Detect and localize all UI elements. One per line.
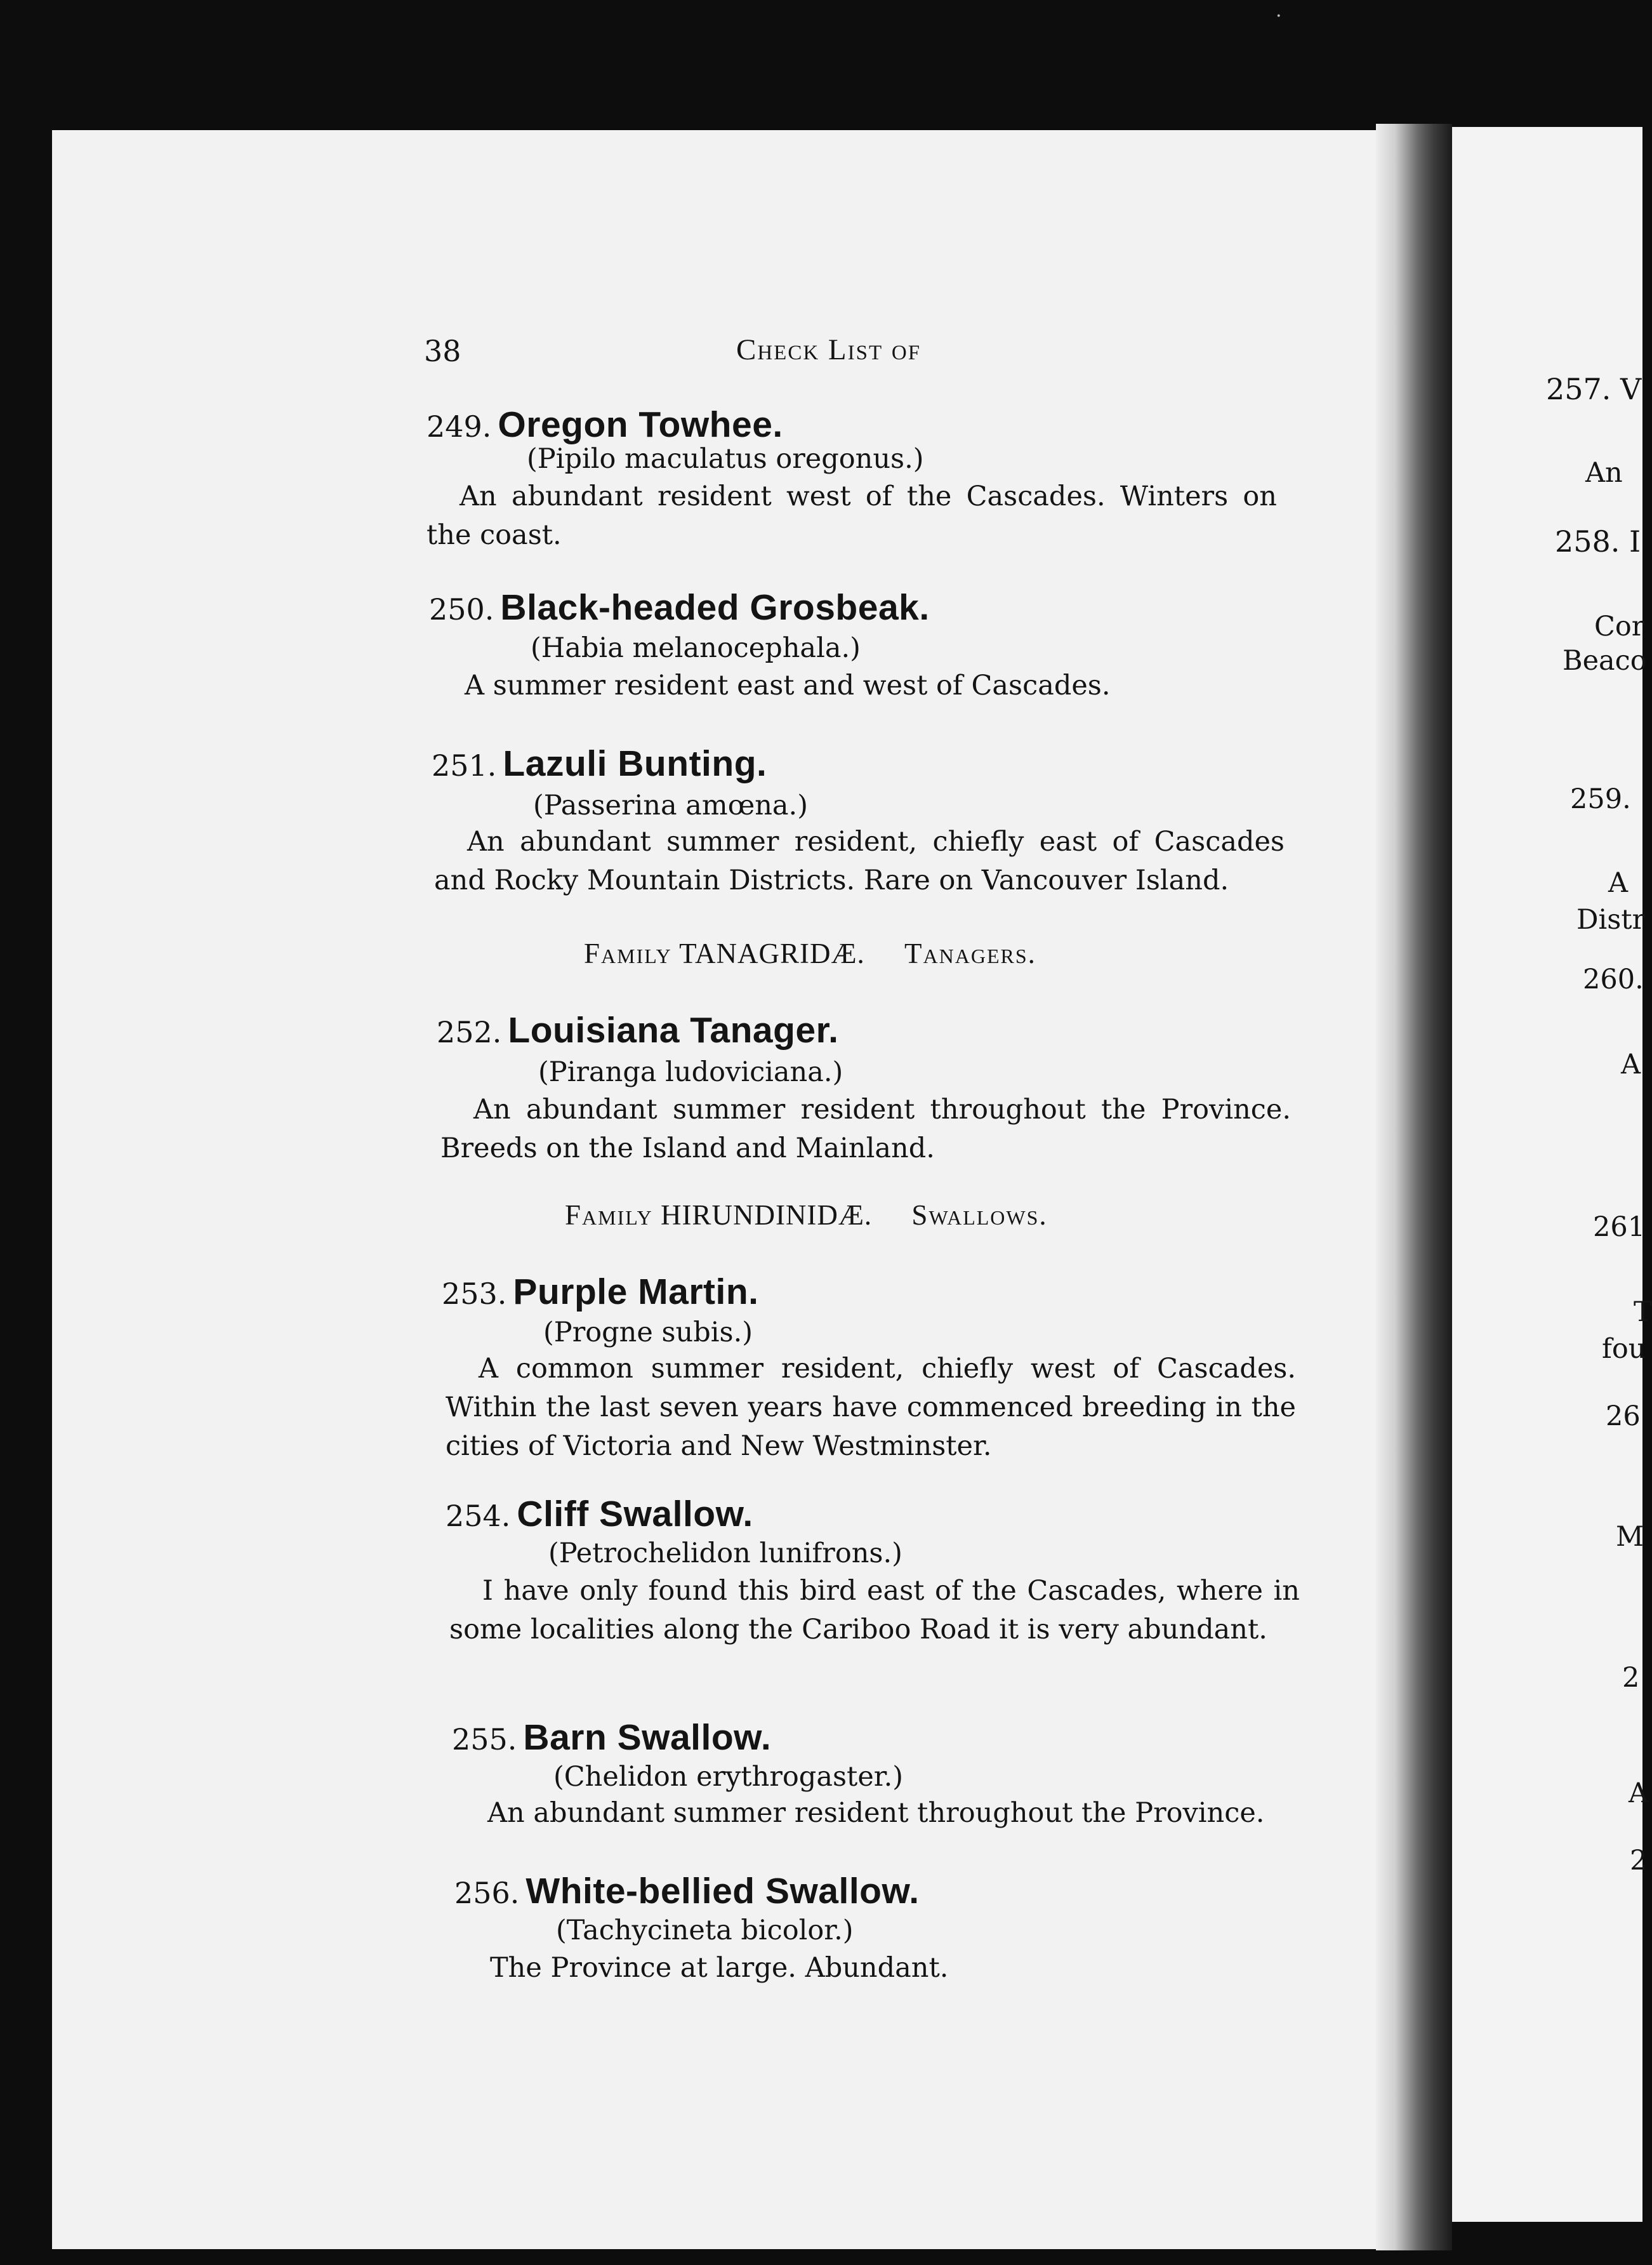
species-scientific-name: (Passerina amœna.) — [533, 790, 809, 821]
species-number: 250. — [429, 592, 494, 627]
species-heading-250 — [429, 587, 930, 628]
species-common-name: White-bellied Swallow. — [525, 1871, 920, 1911]
facing-fragment: T — [1634, 1296, 1652, 1328]
facing-fragment: 260. — [1583, 964, 1644, 995]
facing-fragment: 259. — [1570, 783, 1631, 815]
species-description: An abundant summer resident, chiefly east of Cascades and Rocky Mountain Districts. Rare on Vancouver Island. — [434, 826, 1285, 896]
species-heading-253 — [442, 1271, 758, 1313]
species-description: An abundant summer resident throughout the Province. Breeds on the Island and Mainland. — [440, 1094, 1291, 1164]
facing-fragment: Cor — [1594, 611, 1645, 642]
species-scientific-name: (Chelidon erythrogaster.) — [553, 1761, 904, 1793]
species-scientific-name: (Petrochelidon lunifrons.) — [548, 1538, 902, 1569]
facing-fragment: Beaco — [1563, 645, 1647, 677]
facing-fragment: M — [1616, 1521, 1644, 1553]
species-number: 254. — [446, 1499, 511, 1533]
species-common-name: Louisiana Tanager. — [508, 1010, 839, 1051]
facing-fragment: An — [1585, 457, 1623, 489]
species-common-name: Oregon Towhee. — [498, 404, 783, 445]
family-label: Family — [584, 938, 672, 969]
species-description: A common summer resident, chiefly west of Cascades. Within the last seven years have commenced breeding in the cities of Victoria and New Westminster. — [446, 1353, 1296, 1462]
page-number: 38 — [424, 334, 461, 368]
species-description: An abundant resident west of the Cascades. Winters on the coast. — [426, 481, 1277, 551]
scan-speck: · — [1276, 5, 1282, 27]
facing-fragment: A — [1608, 867, 1629, 899]
facing-fragment: 2 — [1630, 1845, 1648, 1876]
species-description: An abundant summer resident throughout the Province. — [487, 1797, 1265, 1829]
species-description: I have only found this bird east of the Cascades, where in some localities along the Cariboo Road it is very abundant. — [449, 1575, 1300, 1645]
facing-fragment: A — [1621, 1049, 1641, 1080]
facing-fragment: 257. V — [1546, 372, 1642, 406]
facing-fragment: 26 — [1606, 1400, 1641, 1432]
species-scientific-name: (Habia melanocephala.) — [531, 632, 861, 664]
facing-page — [1452, 127, 1645, 2222]
species-description: A summer resident east and west of Cascades. — [465, 670, 1111, 701]
species-number: 256. — [454, 1876, 520, 1910]
species-common-name: Cliff Swallow. — [517, 1494, 753, 1534]
species-description: The Province at large. Abundant. — [490, 1952, 949, 1984]
family-label: Family — [565, 1199, 653, 1231]
species-common-name: Black-headed Grosbeak. — [500, 587, 930, 628]
species-heading-249 — [426, 404, 783, 446]
species-common-name: Barn Swallow. — [523, 1717, 772, 1758]
species-number: 249. — [426, 409, 492, 444]
facing-fragment: 2 — [1622, 1662, 1640, 1694]
species-number: 252. — [437, 1015, 502, 1049]
family-common-name: Swallows. — [911, 1199, 1048, 1231]
family-common-name: Tanagers. — [904, 938, 1036, 969]
facing-fragment: fou — [1602, 1333, 1646, 1365]
species-scientific-name: (Tachycineta bicolor.) — [556, 1915, 854, 1946]
species-number: 253. — [442, 1277, 507, 1311]
species-heading-252 — [437, 1009, 839, 1051]
species-heading-254 — [446, 1493, 753, 1535]
species-number: 251. — [432, 748, 497, 783]
species-common-name: Lazuli Bunting. — [503, 743, 767, 784]
facing-fragment: A — [1629, 1777, 1649, 1809]
species-scientific-name: (Pipilo maculatus oregonus.) — [527, 443, 924, 475]
facing-fragment: Distr — [1576, 904, 1646, 936]
family-name: TANAGRIDÆ. — [679, 938, 865, 969]
species-number: 255. — [452, 1722, 517, 1757]
species-scientific-name: (Piranga ludoviciana.) — [538, 1056, 843, 1088]
species-heading-256 — [454, 1870, 920, 1912]
species-common-name: Purple Martin. — [513, 1272, 759, 1312]
facing-fragment: 258. I — [1555, 524, 1641, 559]
facing-fragment: 261 — [1593, 1211, 1646, 1243]
species-heading-255 — [452, 1717, 771, 1758]
species-heading-251 — [432, 743, 767, 785]
book-gutter — [1376, 124, 1452, 2250]
family-name: HIRUNDINIDÆ. — [660, 1199, 873, 1231]
species-scientific-name: (Progne subis.) — [543, 1317, 753, 1348]
running-head: Check List of — [736, 333, 922, 366]
family-heading-tanagridae — [584, 937, 1036, 970]
family-heading-hirundinidae — [565, 1199, 1048, 1232]
